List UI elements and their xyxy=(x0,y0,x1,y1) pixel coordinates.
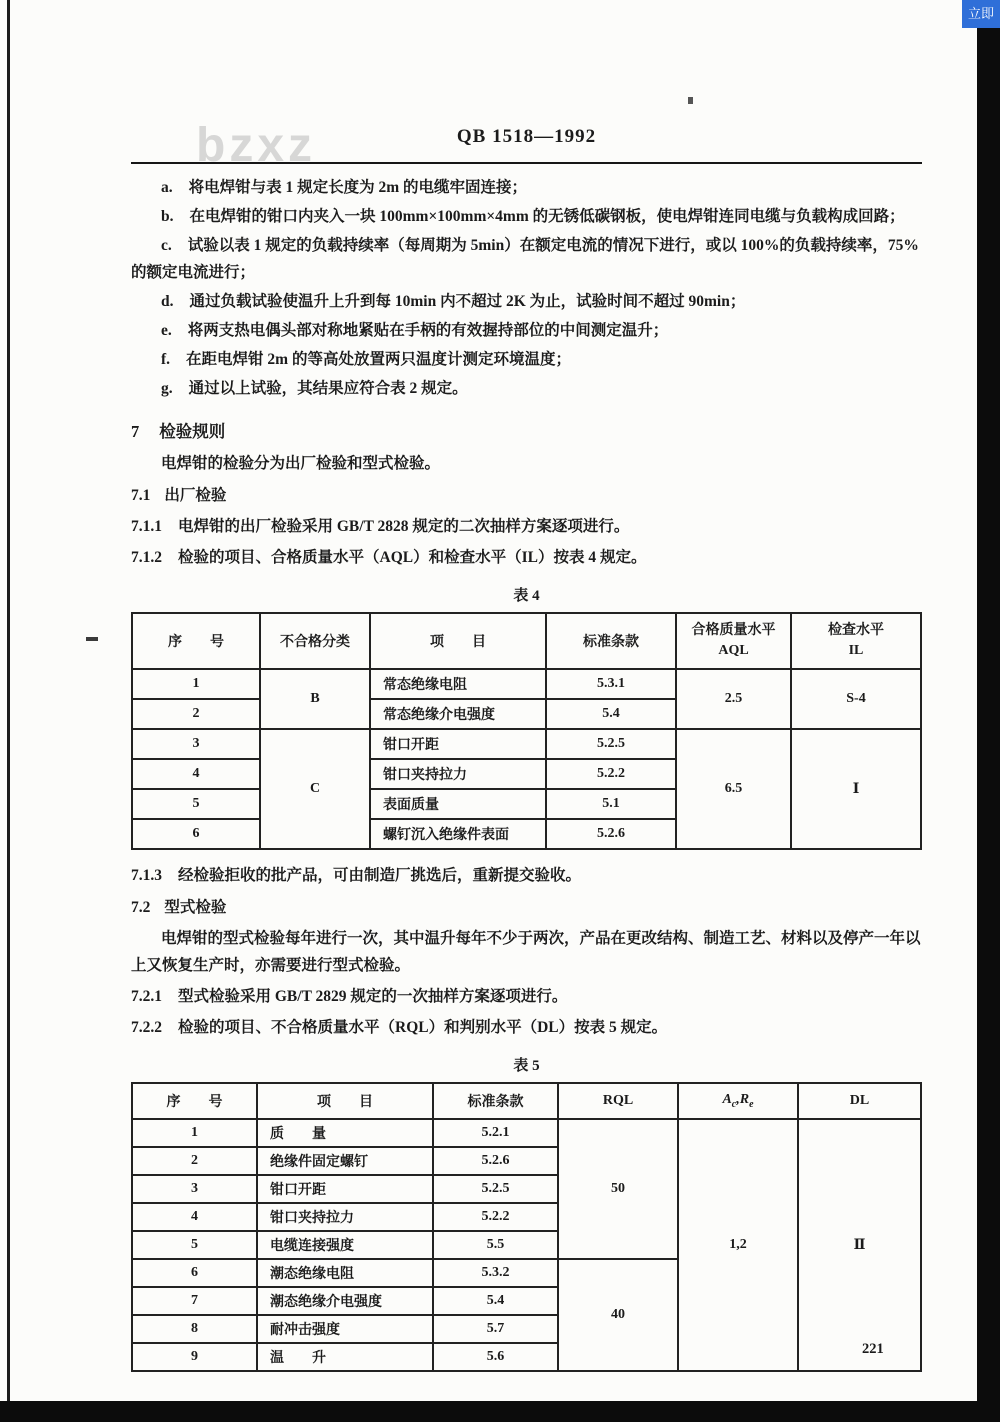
header-cell-dl: DL xyxy=(798,1083,921,1119)
table-5-caption: 表 5 xyxy=(513,1058,540,1074)
table-row xyxy=(132,729,921,759)
cell-item: 温 升 xyxy=(257,1343,433,1371)
section-7-2-heading xyxy=(131,894,922,921)
scan-edge-right xyxy=(977,26,1000,1422)
section-7-2-intro: 电焊钳的型式检验每年进行一次，其中温升每年不少于两次，产品在更改结构、制造工艺、材料以及停产一年以上又恢复生产时，亦需要进行型式检验。 xyxy=(131,930,921,974)
standard-number: QB 1518—1992 xyxy=(456,126,597,147)
cell-item: 质 量 xyxy=(257,1119,433,1147)
table-4 xyxy=(131,612,922,850)
cell-clause: 5.1 xyxy=(546,789,676,819)
clause-number: 7.2.1 xyxy=(131,988,162,1005)
cell-clause: 5.6 xyxy=(433,1343,558,1371)
header-cell-clause: 标准条款 xyxy=(546,613,676,669)
list-item-c xyxy=(131,232,922,286)
section-title: 出厂检验 xyxy=(164,487,227,504)
header-cell-no: 序 号 xyxy=(132,1083,257,1119)
section-number: 7.1 xyxy=(131,487,151,504)
header-cell-no: 序 号 xyxy=(132,613,260,669)
cell-clause: 5.7 xyxy=(433,1315,558,1343)
table-row xyxy=(132,1119,921,1147)
clause-7-1-3 xyxy=(131,862,922,889)
acre-part: , xyxy=(736,1092,740,1108)
list-item-text: 在距电焊钳 2m 的等高处放置两只温度计测定环境温度； xyxy=(186,351,571,368)
clause-number: 7.1.3 xyxy=(131,867,162,884)
cell-clause: 5.2.5 xyxy=(546,729,676,759)
acre-part: e xyxy=(749,1098,754,1110)
list-item-text: 在电焊钳的钳口内夹入一块 100mm×100mm×4mm 的无锈低碳钢板，使电焊钳连同电缆与负载构成回路； xyxy=(189,208,905,225)
page-content xyxy=(131,120,922,1372)
list-item-label: f. xyxy=(161,351,171,368)
cell-no: 5 xyxy=(132,789,260,819)
clause-text: 检验的项目、不合格质量水平（RQL）和判别水平（DL）按表 5 规定。 xyxy=(178,1019,668,1036)
cell-rql: 50 xyxy=(558,1119,678,1259)
list-item-label: d. xyxy=(161,293,174,310)
clause-7-2-2 xyxy=(131,1014,922,1041)
header-cell-acre xyxy=(678,1083,798,1119)
section-title: 检验规则 xyxy=(159,422,226,441)
cell-item: 螺钉沉入绝缘件表面 xyxy=(370,819,546,849)
list-item-d xyxy=(131,288,922,315)
header-cell-aql xyxy=(676,613,791,669)
section-7-intro: 电焊钳的检验分为出厂检验和型式检验。 xyxy=(161,455,441,472)
cell-class: C xyxy=(260,729,370,849)
cell-no: 1 xyxy=(132,669,260,699)
cell-clause: 5.3.2 xyxy=(433,1259,558,1287)
header-line: IL xyxy=(848,643,864,658)
clause-text: 电焊钳的出厂检验采用 GB/T 2828 规定的二次抽样方案逐项进行。 xyxy=(178,518,630,535)
scan-noise xyxy=(86,637,98,641)
section-number: 7.2 xyxy=(131,899,151,916)
clause-number: 7.1.2 xyxy=(131,549,162,566)
clause-text: 检验的项目、合格质量水平（AQL）和检查水平（IL）按表 4 规定。 xyxy=(178,549,647,566)
corner-overlay-label: 立即 xyxy=(962,0,1000,28)
cell-clause: 5.2.2 xyxy=(433,1203,558,1231)
cell-aql: 2.5 xyxy=(676,669,791,729)
page-number: 221 xyxy=(862,1341,884,1357)
section-7-1-heading xyxy=(131,482,922,509)
cell-no: 4 xyxy=(132,1203,257,1231)
cell-no: 2 xyxy=(132,699,260,729)
header-cell-rql: RQL xyxy=(558,1083,678,1119)
cell-clause: 5.5 xyxy=(433,1231,558,1259)
cell-clause: 5.2.5 xyxy=(433,1175,558,1203)
list-item-a xyxy=(131,174,922,201)
scan-edge-bottom xyxy=(0,1401,1000,1422)
cell-clause: 5.2.1 xyxy=(433,1119,558,1147)
table-5 xyxy=(131,1082,922,1372)
cell-item: 常态绝缘介电强度 xyxy=(370,699,546,729)
header-cell-class: 不合格分类 xyxy=(260,613,370,669)
cell-il: Ⅰ xyxy=(791,729,921,849)
cell-clause: 5.4 xyxy=(433,1287,558,1315)
cell-clause: 5.2.2 xyxy=(546,759,676,789)
cell-no: 6 xyxy=(132,1259,257,1287)
acre-formula xyxy=(722,1092,754,1110)
cell-no: 3 xyxy=(132,1175,257,1203)
header-cell-clause: 标准条款 xyxy=(433,1083,558,1119)
section-7-heading xyxy=(131,418,922,446)
cell-no: 9 xyxy=(132,1343,257,1371)
list-item-label: b. xyxy=(161,208,174,225)
procedure-list xyxy=(131,174,922,402)
cell-dl: Ⅱ xyxy=(798,1119,921,1371)
header-cell-il xyxy=(791,613,921,669)
cell-item: 潮态绝缘电阻 xyxy=(257,1259,433,1287)
cell-no: 1 xyxy=(132,1119,257,1147)
cell-no: 4 xyxy=(132,759,260,789)
doc-header xyxy=(131,120,922,164)
cell-item: 钳口开距 xyxy=(257,1175,433,1203)
list-item-text: 通过负载试验使温升上升到每 10min 内不超过 2K 为止，试验时间不超过 90min； xyxy=(189,293,746,310)
header-cell-item: 项 目 xyxy=(370,613,546,669)
list-item-b xyxy=(131,203,922,230)
cell-clause: 5.2.6 xyxy=(546,819,676,849)
cell-rql: 40 xyxy=(558,1259,678,1371)
header-cell-item: 项 目 xyxy=(257,1083,433,1119)
cell-class: B xyxy=(260,669,370,729)
list-item-e xyxy=(131,317,922,344)
cell-clause: 5.4 xyxy=(546,699,676,729)
list-item-label: g. xyxy=(161,380,173,397)
table-header-row xyxy=(132,1083,921,1119)
clause-7-2-1 xyxy=(131,983,922,1010)
list-item-text: 试验以表 1 规定的负载持续率（每周期为 5min）在额定电流的情况下进行，或以 100%的负载持续率，75%的额定电流进行； xyxy=(131,237,919,281)
acre-part: R xyxy=(739,1092,750,1108)
list-item-f xyxy=(131,346,922,373)
table-row xyxy=(132,669,921,699)
cell-item: 常态绝缘电阻 xyxy=(370,669,546,699)
cell-item: 潮态绝缘介电强度 xyxy=(257,1287,433,1315)
clause-number: 7.1.1 xyxy=(131,518,162,535)
table-4-caption: 表 4 xyxy=(513,588,540,604)
section-number: 7 xyxy=(131,422,140,441)
clause-7-1-2 xyxy=(131,544,922,571)
list-item-text: 将电焊钳与表 1 规定长度为 2m 的电缆牢固连接； xyxy=(188,179,528,196)
cell-no: 5 xyxy=(132,1231,257,1259)
header-line: 合格质量水平 xyxy=(691,623,776,638)
table-header-row xyxy=(132,613,921,669)
cell-clause: 5.2.6 xyxy=(433,1147,558,1175)
clause-text: 经检验拒收的批产品，可由制造厂挑选后，重新提交验收。 xyxy=(178,867,582,884)
cell-item: 表面质量 xyxy=(370,789,546,819)
cell-item: 耐冲击强度 xyxy=(257,1315,433,1343)
acre-part: c xyxy=(731,1098,737,1110)
section-title: 型式检验 xyxy=(164,899,227,916)
cell-clause: 5.3.1 xyxy=(546,669,676,699)
cell-il: S-4 xyxy=(791,669,921,729)
list-item-label: a. xyxy=(161,179,173,196)
cell-item: 钳口开距 xyxy=(370,729,546,759)
cell-no: 2 xyxy=(132,1147,257,1175)
cell-item: 钳口夹持拉力 xyxy=(257,1203,433,1231)
cell-no: 6 xyxy=(132,819,260,849)
clause-7-1-1 xyxy=(131,513,922,540)
clause-number: 7.2.2 xyxy=(131,1019,162,1036)
cell-item: 钳口夹持拉力 xyxy=(370,759,546,789)
acre-part: A xyxy=(722,1092,732,1108)
cell-aql: 6.5 xyxy=(676,729,791,849)
cell-no: 7 xyxy=(132,1287,257,1315)
scan-edge-left xyxy=(7,0,10,1422)
watermark: bzxz xyxy=(196,119,317,172)
cell-no: 8 xyxy=(132,1315,257,1343)
cell-item: 电缆连接强度 xyxy=(257,1231,433,1259)
clause-text: 型式检验采用 GB/T 2829 规定的一次抽样方案逐项进行。 xyxy=(178,988,568,1005)
list-item-label: e. xyxy=(161,322,172,339)
scan-noise xyxy=(688,97,693,104)
list-item-text: 通过以上试验，其结果应符合表 2 规定。 xyxy=(188,380,468,397)
cell-acre: 1,2 xyxy=(678,1119,798,1371)
header-line: 检查水平 xyxy=(828,623,884,638)
cell-no: 3 xyxy=(132,729,260,759)
cell-item: 绝缘件固定螺钉 xyxy=(257,1147,433,1175)
list-item-label: c. xyxy=(161,237,172,254)
header-line: AQL xyxy=(718,643,749,658)
list-item-text: 将两支热电偶头部对称地紧贴在手柄的有效握持部位的中间测定温升； xyxy=(187,322,669,339)
list-item-g xyxy=(131,375,922,402)
